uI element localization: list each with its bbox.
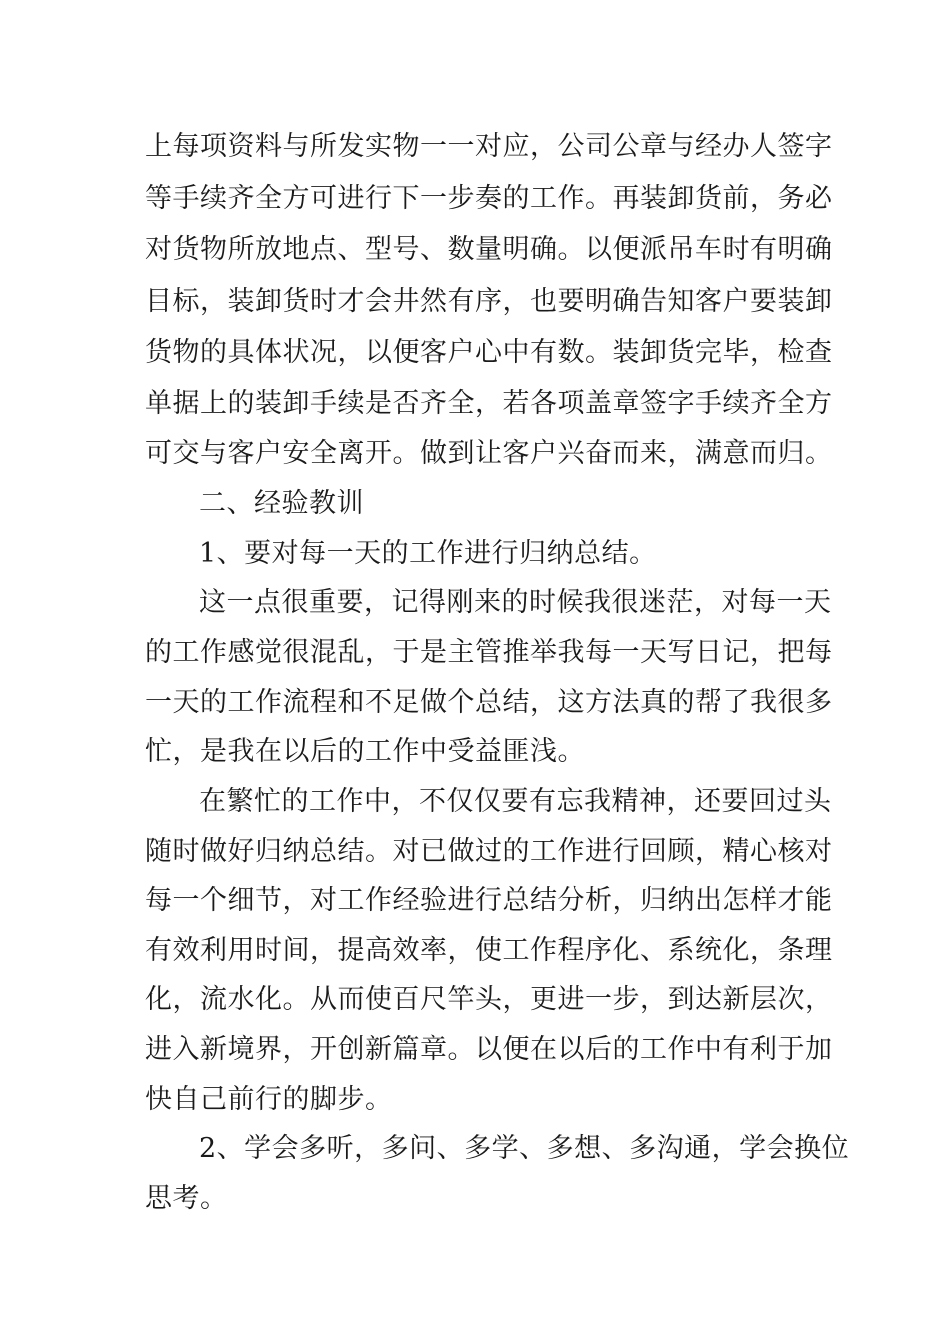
paragraph-line: 思考。 [145, 1183, 228, 1214]
paragraph-line: 每一个细节，对工作经验进行总结分析，归纳出怎样才能 [145, 885, 833, 916]
subsection-heading: 2、学会多听，多问、多学、多想、多沟通，学会换位 [199, 1133, 850, 1164]
paragraph-line: 随时做好归纳总结。对已做过的工作进行回顾，精心核对 [145, 836, 833, 867]
paragraph-line: 这一点很重要，记得刚来的时候我很迷茫，对每一天 [199, 587, 832, 618]
paragraph-line: 可交与客户安全离开。做到让客户兴奋而来，满意而归。 [145, 438, 833, 469]
paragraph-line: 在繁忙的工作中，不仅仅要有忘我精神，还要回过头 [199, 786, 832, 817]
paragraph-line: 对货物所放地点、型号、数量明确。以便派吊车时有明确 [145, 234, 833, 265]
paragraph-line: 一天的工作流程和不足做个总结，这方法真的帮了我很多 [145, 687, 833, 718]
subsection-heading: 1、要对每一天的工作进行归纳总结。 [199, 538, 657, 569]
paragraph-line: 上每项资料与所发实物一一对应，公司公章与经办人签字 [145, 131, 833, 162]
paragraph-line: 单据上的装卸手续是否齐全，若各项盖章签字手续齐全方 [145, 388, 833, 419]
paragraph-line: 目标，装卸货时才会井然有序，也要明确告知客户要装卸 [145, 286, 833, 317]
paragraph-line: 忙，是我在以后的工作中受益匪浅。 [145, 736, 585, 767]
paragraph-line: 有效利用时间，提高效率，使工作程序化、系统化，条理 [145, 935, 833, 966]
paragraph-line: 的工作感觉很混乱，于是主管推举我每一天写日记，把每 [145, 637, 833, 668]
paragraph-line: 货物的具体状况，以便客户心中有数。装卸货完毕，检查 [145, 337, 833, 368]
paragraph-line: 快自己前行的脚步。 [145, 1084, 393, 1115]
paragraph-line: 等手续齐全方可进行下一步奏的工作。再装卸货前，务必 [145, 183, 833, 214]
paragraph-line: 化，流水化。从而使百尺竿头，更进一步，到达新层次， [145, 984, 833, 1015]
section-heading: 二、经验教训 [199, 488, 364, 519]
paragraph-line: 进入新境界，开创新篇章。以便在以后的工作中有利于加 [145, 1034, 833, 1065]
